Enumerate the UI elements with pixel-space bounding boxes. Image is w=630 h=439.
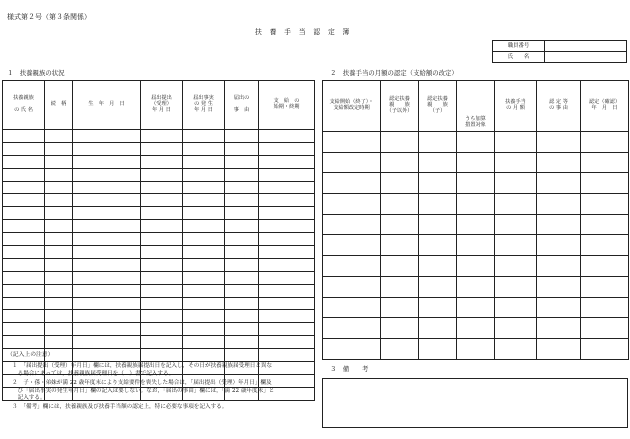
- table-cell[interactable]: [495, 173, 537, 194]
- table-row: [323, 173, 629, 194]
- table-cell[interactable]: [581, 338, 629, 359]
- table-row: [3, 168, 315, 181]
- table-cell[interactable]: [225, 130, 259, 143]
- table-row: [3, 284, 315, 297]
- table-cell[interactable]: [73, 310, 141, 323]
- table-row: [323, 132, 629, 153]
- table-cell[interactable]: [495, 256, 537, 277]
- table-cell[interactable]: [3, 142, 45, 155]
- table-cell[interactable]: [495, 276, 537, 297]
- table-cell[interactable]: [225, 349, 259, 362]
- table-row: [3, 246, 315, 259]
- table-cell[interactable]: [141, 284, 183, 297]
- table-cell[interactable]: [225, 181, 259, 194]
- table-cell[interactable]: [183, 194, 225, 207]
- table-cell[interactable]: [73, 349, 141, 362]
- table-cell[interactable]: [323, 276, 381, 297]
- section1-heading: １ 扶養親族の状況: [7, 69, 65, 77]
- table-cell[interactable]: [73, 194, 141, 207]
- table-cell[interactable]: [537, 276, 581, 297]
- table-cell[interactable]: [3, 310, 45, 323]
- section3-heading: ３ 備 考: [330, 365, 369, 373]
- table-cell[interactable]: [495, 194, 537, 215]
- table-cell[interactable]: [3, 194, 45, 207]
- table-cell[interactable]: [3, 271, 45, 284]
- table-cell[interactable]: [73, 284, 141, 297]
- table-cell[interactable]: [495, 235, 537, 256]
- table-cell[interactable]: [141, 207, 183, 220]
- table-cell[interactable]: [323, 297, 381, 318]
- table-cell[interactable]: [73, 258, 141, 271]
- table-row: [3, 207, 315, 220]
- table-cell[interactable]: [45, 142, 73, 155]
- table-cell[interactable]: [381, 214, 419, 235]
- form-number: 様式第２号（第３条関係）: [7, 13, 91, 21]
- table-row: [3, 297, 315, 310]
- table-cell[interactable]: [457, 318, 495, 339]
- table-cell[interactable]: [419, 256, 457, 277]
- table-cell[interactable]: [381, 276, 419, 297]
- table-cell[interactable]: [581, 152, 629, 173]
- table-cell[interactable]: [73, 220, 141, 233]
- table-cell[interactable]: [141, 349, 183, 362]
- table-cell[interactable]: [457, 132, 495, 153]
- table-row: [3, 181, 315, 194]
- table-cell[interactable]: [141, 168, 183, 181]
- table-cell[interactable]: [225, 323, 259, 336]
- col-certification-date: 認定（確認） 年 月 日: [581, 81, 629, 132]
- table-cell[interactable]: [141, 258, 183, 271]
- table-cell[interactable]: [225, 155, 259, 168]
- table-row: [3, 130, 315, 143]
- table-cell[interactable]: [259, 181, 315, 194]
- col-birth-date: 生 年 月 日: [73, 81, 141, 130]
- table-cell[interactable]: [259, 310, 315, 323]
- table-cell[interactable]: [419, 132, 457, 153]
- table-cell[interactable]: [183, 130, 225, 143]
- table-cell[interactable]: [183, 349, 225, 362]
- table-cell[interactable]: [259, 246, 315, 259]
- table-cell[interactable]: [141, 130, 183, 143]
- table-cell[interactable]: [457, 276, 495, 297]
- table-cell[interactable]: [73, 271, 141, 284]
- table-cell[interactable]: [457, 152, 495, 173]
- table-cell[interactable]: [457, 194, 495, 215]
- table-cell[interactable]: [183, 155, 225, 168]
- col-payment-period: 支 給 の 始期・終期: [259, 81, 315, 130]
- table-cell[interactable]: [73, 336, 141, 349]
- table-cell[interactable]: [495, 338, 537, 359]
- table-row: [3, 233, 315, 246]
- table-cell[interactable]: [45, 220, 73, 233]
- table-cell[interactable]: [457, 173, 495, 194]
- table-cell[interactable]: [381, 152, 419, 173]
- table-cell[interactable]: [3, 207, 45, 220]
- table-cell[interactable]: [381, 256, 419, 277]
- table-row: [323, 297, 629, 318]
- table-cell[interactable]: [45, 155, 73, 168]
- table-cell[interactable]: [581, 214, 629, 235]
- table-cell[interactable]: [495, 132, 537, 153]
- table-cell[interactable]: [141, 194, 183, 207]
- table-cell[interactable]: [419, 235, 457, 256]
- table-cell[interactable]: [141, 271, 183, 284]
- table-cell[interactable]: [183, 258, 225, 271]
- table-cell[interactable]: [73, 168, 141, 181]
- section2-heading: ２ 扶養手当の月額の認定（支給額の改定）: [330, 69, 458, 77]
- staff-info-box: [492, 40, 627, 63]
- table-row: [323, 235, 629, 256]
- table-row: [3, 220, 315, 233]
- table-cell[interactable]: [581, 173, 629, 194]
- table-cell[interactable]: [537, 256, 581, 277]
- table-cell[interactable]: [419, 276, 457, 297]
- table-cell[interactable]: [141, 323, 183, 336]
- col-relationship: 続 柄: [45, 81, 73, 130]
- table-cell[interactable]: [457, 338, 495, 359]
- table-cell[interactable]: [259, 207, 315, 220]
- table-cell[interactable]: [495, 152, 537, 173]
- table-cell[interactable]: [259, 284, 315, 297]
- staff-number-field[interactable]: [545, 41, 627, 52]
- table-cell[interactable]: [141, 297, 183, 310]
- table-cell[interactable]: [259, 233, 315, 246]
- table-cell[interactable]: [73, 181, 141, 194]
- table-cell[interactable]: [45, 168, 73, 181]
- allowance-table: [322, 80, 629, 360]
- table-cell[interactable]: [183, 168, 225, 181]
- table-row: [3, 258, 315, 271]
- table-cell[interactable]: [419, 338, 457, 359]
- table-cell[interactable]: [45, 284, 73, 297]
- table-cell[interactable]: [323, 152, 381, 173]
- table-cell[interactable]: [183, 336, 225, 349]
- table-cell[interactable]: [73, 130, 141, 143]
- table-cell[interactable]: [419, 152, 457, 173]
- page-title: 扶 養 手 当 認 定 簿: [255, 28, 350, 36]
- table-cell[interactable]: [3, 233, 45, 246]
- table-cell[interactable]: [381, 235, 419, 256]
- table-cell[interactable]: [73, 246, 141, 259]
- table-cell[interactable]: [381, 338, 419, 359]
- table-row: [3, 323, 315, 336]
- table-row: [3, 155, 315, 168]
- table-cell[interactable]: [45, 336, 73, 349]
- col-reason: 届出の 事 由: [225, 81, 259, 130]
- table-cell[interactable]: [3, 220, 45, 233]
- table-cell[interactable]: [3, 284, 45, 297]
- table-cell[interactable]: [73, 297, 141, 310]
- table-cell[interactable]: [419, 194, 457, 215]
- table-cell[interactable]: [225, 220, 259, 233]
- table-cell[interactable]: [457, 235, 495, 256]
- table-cell[interactable]: [381, 194, 419, 215]
- table-cell[interactable]: [259, 297, 315, 310]
- table-cell[interactable]: [323, 214, 381, 235]
- table-cell[interactable]: [259, 271, 315, 284]
- table-cell[interactable]: [225, 207, 259, 220]
- table-cell[interactable]: [141, 155, 183, 168]
- table-cell[interactable]: [183, 233, 225, 246]
- table-cell[interactable]: [225, 271, 259, 284]
- table-cell[interactable]: [581, 194, 629, 215]
- table-cell[interactable]: [141, 336, 183, 349]
- table-row: [3, 310, 315, 323]
- table-cell[interactable]: [259, 168, 315, 181]
- table-cell[interactable]: [259, 220, 315, 233]
- table-cell[interactable]: [225, 297, 259, 310]
- table-row: [323, 214, 629, 235]
- table-cell[interactable]: [581, 276, 629, 297]
- table-cell[interactable]: [3, 155, 45, 168]
- remarks-field[interactable]: [322, 378, 628, 428]
- table-cell[interactable]: [581, 297, 629, 318]
- table-cell[interactable]: [259, 349, 315, 362]
- table-cell[interactable]: [419, 297, 457, 318]
- table-cell[interactable]: [183, 246, 225, 259]
- table-cell[interactable]: [581, 318, 629, 339]
- table-cell[interactable]: [183, 207, 225, 220]
- table-cell[interactable]: [183, 284, 225, 297]
- table-row: [3, 336, 315, 349]
- table-cell[interactable]: [45, 246, 73, 259]
- table-cell[interactable]: [45, 130, 73, 143]
- table-cell[interactable]: [259, 130, 315, 143]
- notes-heading: （記入上の注意）: [7, 352, 54, 358]
- table-cell[interactable]: [323, 338, 381, 359]
- table-cell[interactable]: [537, 338, 581, 359]
- table-cell[interactable]: [183, 297, 225, 310]
- table-cell[interactable]: [225, 246, 259, 259]
- table-cell[interactable]: [259, 142, 315, 155]
- table-cell[interactable]: [259, 336, 315, 349]
- table-cell[interactable]: [141, 246, 183, 259]
- table-cell[interactable]: [183, 142, 225, 155]
- table-cell[interactable]: [259, 258, 315, 271]
- col-start-period: 支給開始（終了）・ 支給額改定時期: [323, 81, 381, 132]
- table-cell[interactable]: [323, 256, 381, 277]
- table-cell[interactable]: [225, 168, 259, 181]
- table-cell[interactable]: [73, 323, 141, 336]
- table-cell[interactable]: [323, 194, 381, 215]
- table-cell[interactable]: [381, 318, 419, 339]
- table-cell[interactable]: [3, 297, 45, 310]
- table-cell[interactable]: [419, 173, 457, 194]
- table-row: [3, 271, 315, 284]
- col-submission-date: 届出提出 （受理） 年 月 日: [141, 81, 183, 130]
- table-cell[interactable]: [73, 155, 141, 168]
- staff-number-label: 職員番号: [493, 41, 545, 52]
- table-cell[interactable]: [141, 310, 183, 323]
- col-certification-reason: 認 定 等 の 事 由: [537, 81, 581, 132]
- table-cell[interactable]: [225, 310, 259, 323]
- table-cell[interactable]: [419, 318, 457, 339]
- table-cell[interactable]: [45, 297, 73, 310]
- table-row: [323, 338, 629, 359]
- table-cell[interactable]: [495, 297, 537, 318]
- table-cell[interactable]: [225, 258, 259, 271]
- table-cell[interactable]: [183, 220, 225, 233]
- note-1: １ 「届出提出（受理）年月日」欄には，扶養親族届提出日を記入し，その日が扶養親族届受理日と異な る場合にあっては，扶養親族届受理日を（ ）書で記入する。: [12, 363, 273, 377]
- col-dependents-other: 認定扶養 親 族 （子以外）: [381, 81, 419, 132]
- table-cell[interactable]: [45, 194, 73, 207]
- table-cell[interactable]: [419, 214, 457, 235]
- table-cell[interactable]: [323, 132, 381, 153]
- staff-name-field[interactable]: [545, 52, 627, 63]
- table-cell[interactable]: [45, 207, 73, 220]
- col-dependent-name: 扶養親族 の 氏 名: [3, 81, 45, 130]
- table-cell[interactable]: [581, 235, 629, 256]
- table-cell[interactable]: [3, 168, 45, 181]
- staff-name-label: 氏 名: [493, 52, 545, 63]
- table-cell[interactable]: [225, 233, 259, 246]
- table-cell[interactable]: [183, 310, 225, 323]
- table-row: [323, 194, 629, 215]
- table-cell[interactable]: [225, 336, 259, 349]
- table-cell[interactable]: [323, 318, 381, 339]
- table-cell[interactable]: [581, 132, 629, 153]
- table-cell[interactable]: [183, 271, 225, 284]
- table-cell[interactable]: [537, 318, 581, 339]
- table-cell[interactable]: [73, 233, 141, 246]
- table-cell[interactable]: [537, 194, 581, 215]
- table-cell[interactable]: [259, 155, 315, 168]
- table-cell[interactable]: [457, 256, 495, 277]
- table-cell[interactable]: [45, 271, 73, 284]
- table-cell[interactable]: [45, 181, 73, 194]
- table-cell[interactable]: [495, 214, 537, 235]
- table-cell[interactable]: [45, 258, 73, 271]
- table-cell[interactable]: [537, 132, 581, 153]
- table-cell[interactable]: [3, 130, 45, 143]
- table-cell[interactable]: [457, 214, 495, 235]
- table-cell[interactable]: [141, 142, 183, 155]
- table-row: [323, 318, 629, 339]
- table-cell[interactable]: [45, 233, 73, 246]
- table-row: [323, 152, 629, 173]
- table-cell[interactable]: [183, 181, 225, 194]
- table-cell[interactable]: [381, 132, 419, 153]
- table-cell[interactable]: [3, 323, 45, 336]
- table-row: [323, 256, 629, 277]
- table-row: [323, 276, 629, 297]
- table-cell[interactable]: [381, 173, 419, 194]
- table-cell[interactable]: [183, 323, 225, 336]
- table-cell[interactable]: [537, 235, 581, 256]
- note-3: ３ 「備考」欄には，扶養親族及び扶養手当額の認定上，特に必要な事項を記入する。: [12, 404, 228, 410]
- table-cell[interactable]: [141, 220, 183, 233]
- table-cell[interactable]: [3, 336, 45, 349]
- table-cell[interactable]: [73, 207, 141, 220]
- table-cell[interactable]: [495, 318, 537, 339]
- table-cell[interactable]: [537, 297, 581, 318]
- table-row: [3, 142, 315, 155]
- table-cell[interactable]: [73, 142, 141, 155]
- table-cell[interactable]: [3, 181, 45, 194]
- table-cell[interactable]: [259, 194, 315, 207]
- table-cell[interactable]: [537, 214, 581, 235]
- table-cell[interactable]: [225, 284, 259, 297]
- table-cell[interactable]: [225, 194, 259, 207]
- table-cell[interactable]: [45, 310, 73, 323]
- col-additional-target: うち加算 措置対象: [457, 81, 495, 132]
- table-cell[interactable]: [381, 297, 419, 318]
- table-cell[interactable]: [141, 233, 183, 246]
- table-cell[interactable]: [3, 258, 45, 271]
- table-cell[interactable]: [259, 323, 315, 336]
- table-row: [3, 194, 315, 207]
- table-cell[interactable]: [323, 173, 381, 194]
- table-cell[interactable]: [3, 246, 45, 259]
- table-cell[interactable]: [45, 323, 73, 336]
- table-cell[interactable]: [323, 235, 381, 256]
- note-2: ２ 子・孫・弟妹が満 22 歳年度末により支給要件を喪失した場合は，「届出提出（受理）年月日」欄及 び「届出事実の発生年月日」欄の記入は要しない。なお，「届出の事由」欄には，「満 22 歳年度末」と 記入する。: [12, 380, 275, 402]
- table-cell[interactable]: [225, 142, 259, 155]
- table-cell[interactable]: [537, 173, 581, 194]
- table-cell[interactable]: [457, 297, 495, 318]
- col-occurrence-date: 届出事実 の 発 生 年 月 日: [183, 81, 225, 130]
- col-dependents-child: 認定扶養 親 族 （子）: [419, 81, 457, 132]
- table-cell[interactable]: [537, 152, 581, 173]
- table-cell[interactable]: [581, 256, 629, 277]
- table-cell[interactable]: [141, 181, 183, 194]
- col-monthly-amount: 扶養手当 の 月 額: [495, 81, 537, 132]
